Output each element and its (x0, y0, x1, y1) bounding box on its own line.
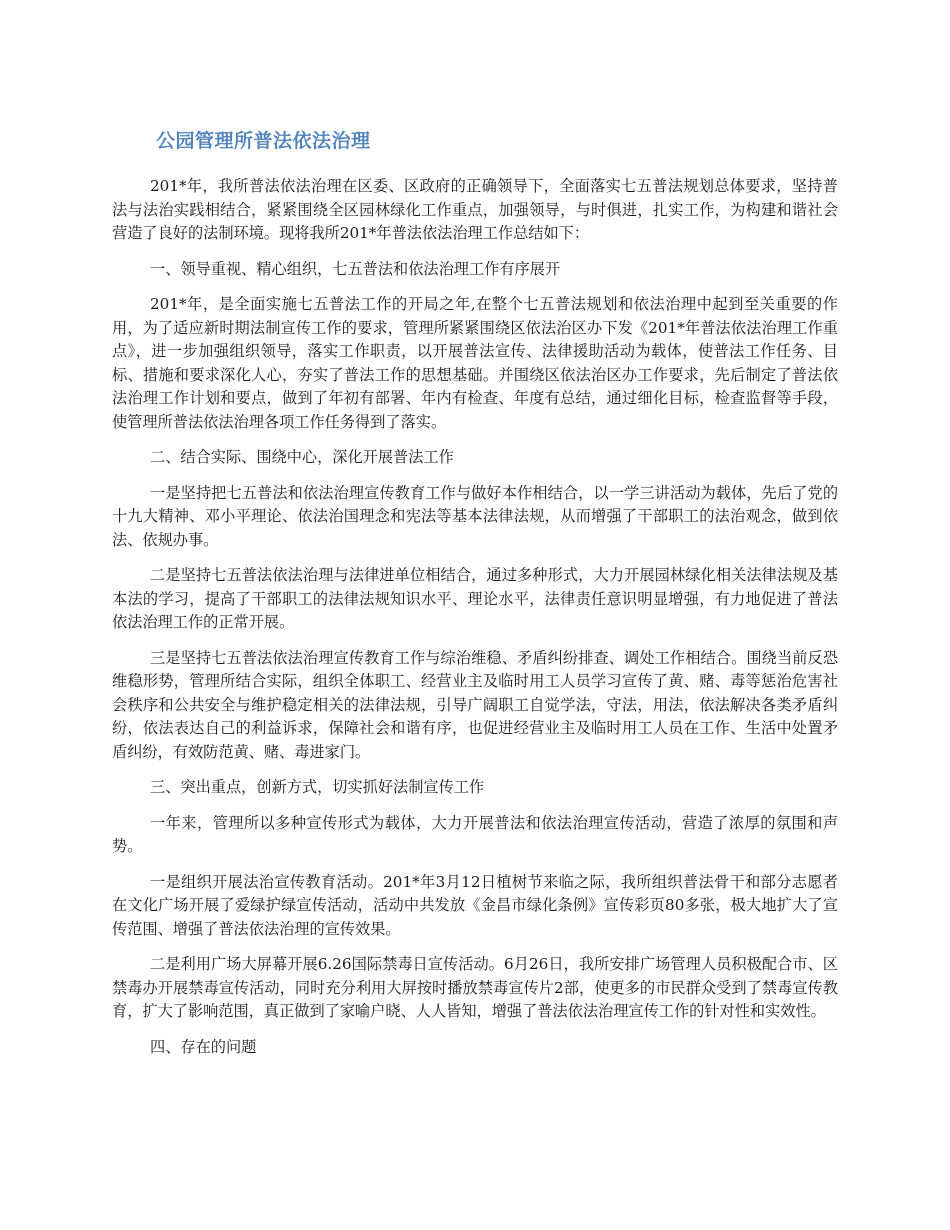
section-3-paragraph-3: 二是利用广场大屏幕开展6.26国际禁毒日宣传活动。6月26日，我所安排广场管理人员积极配合市、区禁毒办开展禁毒宣传活动，同时充分利用大屏按时播放禁毒宣传片2部，使更多的市民群众受到了禁毒宣传教育，扩大了影响范围，真正做到了家喻户晓、人人皆知，增强了普法依法治理宣传工作的针对性和实效性。 (112, 955, 838, 1020)
section-3-paragraph-2: 一是组织开展法治宣传教育活动。201*年3月12日植树节来临之际，我所组织普法骨干和部分志愿者在文化广场开展了爱绿护绿宣传活动，活动中共发放《金昌市绿化条例》宣传彩页80多张，极大地扩大了宣传范围、增强了普法依法治理的宣传效果。 (112, 872, 838, 938)
section-2-heading: 二、结合实际、围绕中心，深化开展普法工作 (150, 448, 454, 466)
section-1-heading: 一、领导重视、精心组织，七五普法和依法治理工作有序展开 (150, 259, 561, 278)
section-1-paragraph-1: 201*年，是全面实施七五普法工作的开局之年,在整个七五普法规划和依法治理中起到至关重要的作用，为了适应新时期法制宣传工作的要求，管理所紧紧围绕区依法治区办下发《201*年普法依法治理工作重点》，进一步加强组织领导，落实工作职责，以开展普法宣传、法律援助活动为载体，使普法工作任务、目标、措施和要求深化人心，夯实了普法工作的思想基础。并围绕区依法治区办工作要求，先后制定了普法依法治理工作计划和要点，做到了年初有部署、年内有检查、年度有总结，通过细化目标，检查监督等手段，使管理所普法依法治理各项工作任务得到了落实。 (112, 295, 838, 431)
section-4-heading: 四、存在的问题 (150, 1037, 257, 1056)
section-2-paragraph-3: 三是坚持七五普法依法治理宣传教育工作与综治维稳、矛盾纠纷排查、调处工作相结合。围绕当前反恐维稳形势，管理所结合实际，组织全体职工、经营业主及临时用工人员学习宣传了黄、赌、毒等惩治危害社会秩序和公共安全与维护稳定相关的法律法规，引导广阔职工自觉学法，守法，用法，依法解决各类矛盾纠纷，依法表达自己的利益诉求，保障社会和谐有序，也促进经营业主及临时用工人员在工作、生活中处置矛盾纠纷，有效防范黄、赌、毒进家门。 (112, 648, 838, 761)
section-3-paragraph-1: 一年来，管理所以多种宣传形式为载体，大力开展普法和依法治理宣传活动，营造了浓厚的氛围和声势。 (112, 813, 838, 855)
section-2-paragraph-2: 二是坚持七五普法依法治理与法律进单位相结合，通过多种形式，大力开展园林绿化相关法律法规及基本法的学习，提高了干部职工的法律法规知识水平、理论水平，法律责任意识明显增强，有力地促进了普法依法治理工作的正常开展。 (112, 566, 838, 631)
section-3-heading: 三、突出重点，创新方式，切实抓好法制宣传工作 (150, 778, 485, 796)
section-2-paragraph-1: 一是坚持把七五普法和依法治理宣传教育工作与做好本作相结合，以一学三讲活动为载体，先后了党的十九大精神、邓小平理论、依法治国理念和宪法等基本法律法规，从而增强了干部职工的法治观念，做到依法、依规办事。 (112, 483, 838, 549)
document-title: 公园管理所普法依法治理 (156, 130, 371, 152)
intro-paragraph: 201*年，我所普法依法治理在区委、区政府的正确领导下，全面落实七五普法规划总体要求，坚持普法与法治实践相结合，紧紧围绕全区园林绿化工作重点，加强领导，与时俱进，扎实工作，为构建和谐社会营造了良好的法制环境。现将我所201*年普法依法治理工作总结如下： (112, 177, 838, 242)
